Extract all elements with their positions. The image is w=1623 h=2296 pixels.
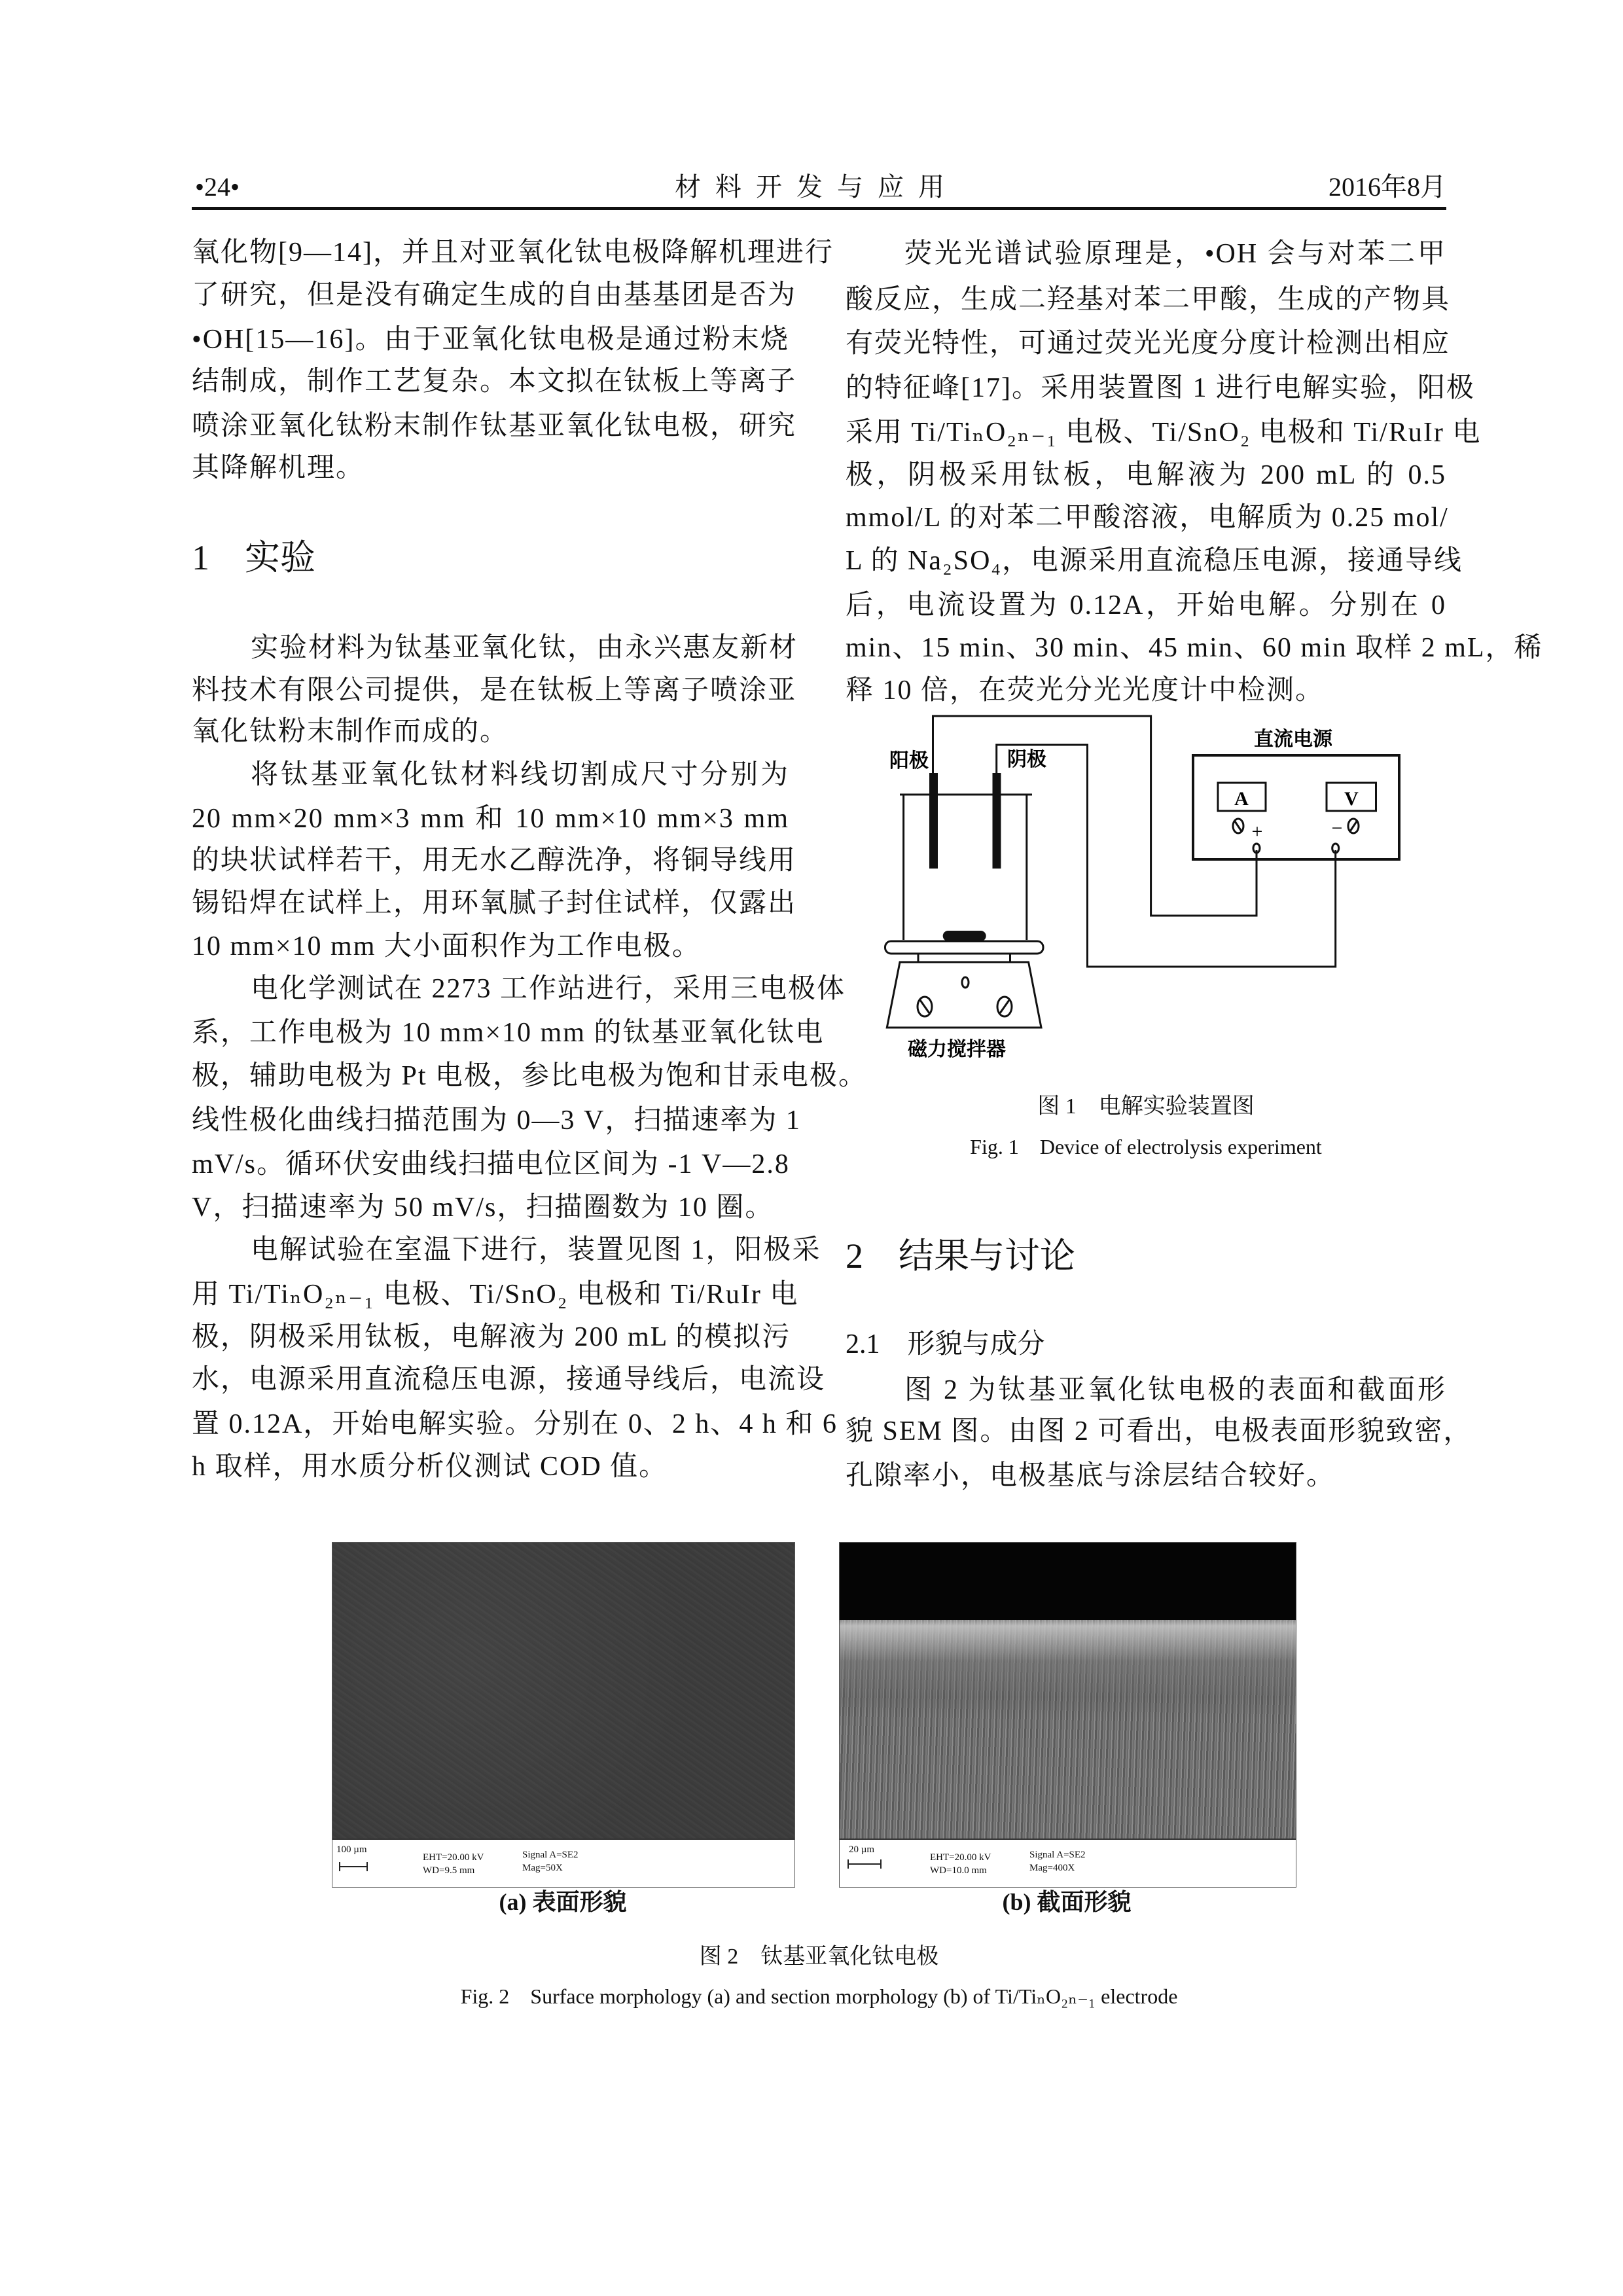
scale-bar (339, 1862, 368, 1871)
text-line: 实验材料为钛基亚氧化钛，由永兴惠友新材 (251, 633, 798, 663)
page-number: •24• (195, 172, 240, 202)
text-line: 用 Ti/TiₙO₂ₙ₋₁ 电极、Ti/SnO₂ 电极和 Ti/RuIr 电 (192, 1280, 799, 1310)
text-line: 了研究，但是没有确定生成的自由基基团是否为 (192, 280, 797, 310)
text-line: 置 0.12A，开始电解实验。分别在 0、2 h、4 h 和 6 (192, 1409, 838, 1439)
text-line: 荧光光谱试验原理是，•OH 会与对苯二甲 (904, 239, 1446, 269)
power-supply-label: 直流电源 (1254, 728, 1332, 750)
text-line: mV/s。循环伏安曲线扫描电位区间为 -1 V—2.8 (192, 1149, 790, 1179)
text-line: 的特征峰[17]。采用装置图 1 进行电解实验，阳极 (846, 373, 1475, 403)
stirrer-label: 磁力搅拌器 (908, 1039, 1006, 1060)
subsection-heading-2-1: 2.1 形貌与成分 (846, 1329, 1045, 1359)
section-heading-2: 2 结果与讨论 (846, 1236, 1075, 1276)
text-line: 后，电流设置为 0.12A，开始电解。分别在 0 (846, 590, 1446, 620)
power-supply-box (1193, 755, 1399, 859)
anode-wire (933, 716, 1257, 916)
voltmeter-label: V (1344, 788, 1359, 810)
text-line: 极，阴极采用钛板，电解液为 200 mL 的 0.5 (846, 460, 1446, 490)
minus-sign: − (1331, 817, 1343, 839)
text-line: 采用 Ti/TiₙO₂ₙ₋₁ 电极、Ti/SnO₂ 电极和 Ti/RuIr 电 (846, 418, 1482, 448)
text-line: 料技术有限公司提供，是在钛板上等离子喷涂亚 (192, 675, 797, 706)
stir-bar (943, 931, 986, 941)
cathode-electrode (993, 773, 1001, 869)
sem-image-surface (332, 1542, 795, 1888)
figure-1-caption-en: Fig. 1 Device of electrolysis experiment (970, 1135, 1322, 1158)
text-line: 极，辅助电极为 Pt 电极，参比电极为饱和甘汞电极。 (192, 1061, 868, 1091)
text-line: 锡铅焊在试样上，用环氧腻子封住试样，仅露出 (192, 888, 797, 918)
figure-2-caption-en: Fig. 2 Surface morphology (a) and section morphology (b) of Ti/TiₙO₂ₙ₋₁ electrode (460, 1984, 1178, 2008)
figure-2-caption-cn: 图 2 钛基亚氧化钛电极 (699, 1945, 939, 1969)
eht-label: EHT=20.00 kV (930, 1852, 991, 1863)
cathode-wire (997, 745, 1336, 967)
text-line: 结制成，制作工艺复杂。本文拟在钛板上等离子 (192, 367, 797, 397)
anode-electrode (929, 773, 938, 869)
sem-info-bar (332, 1839, 794, 1887)
text-line: 释 10 倍，在荧光分光光度计中检测。 (846, 675, 1325, 706)
cathode-label: 阴极 (1007, 749, 1046, 770)
text-line: 系，工作电极为 10 mm×10 mm 的钛基亚氧化钛电 (192, 1018, 825, 1048)
figure-1-caption-cn: 图 1 电解实验装置图 (1037, 1094, 1255, 1119)
text-line: mmol/L 的对苯二甲酸溶液，电解质为 0.25 mol/ (846, 503, 1449, 533)
anode-label: 阳极 (889, 750, 929, 772)
journal-title: 材 料 开 发 与 应 用 (675, 172, 948, 202)
text-line: 20 mm×20 mm×3 mm 和 10 mm×10 mm×3 mm (192, 804, 789, 834)
text-line: 电解试验在室温下进行，装置见图 1，阳极采 (251, 1235, 821, 1265)
text-line: 其降解机理。 (192, 453, 365, 483)
text-line: 将钛基亚氧化钛材料线切割成尺寸分别为 (251, 760, 789, 790)
text-line: 氧化物[9—14]，并且对亚氧化钛电极降解机理进行 (192, 238, 834, 268)
ammeter-label: A (1234, 788, 1249, 810)
scale-label: 20 µm (849, 1844, 875, 1855)
plus-sign: + (1251, 821, 1263, 842)
eht-label: EHT=20.00 kV (423, 1852, 484, 1863)
text-line: L 的 Na₂SO₄，电源采用直流稳压电源，接通导线 (846, 546, 1463, 576)
text-line: •OH[15—16]。由于亚氧化钛电极是通过粉末烧 (192, 325, 789, 355)
text-line: 喷涂亚氧化钛粉末制作钛基亚氧化钛电极，研究 (192, 411, 797, 441)
sem-surface-micrograph (332, 1543, 794, 1840)
text-line: 酸反应，生成二羟基对苯二甲酸，生成的产物具 (846, 285, 1451, 315)
wd-label: WD=9.5 mm (423, 1865, 475, 1876)
mag-label: Mag=50X (522, 1863, 563, 1873)
text-line: 有荧光特性，可通过荧光光度分度计检测出相应 (846, 329, 1451, 359)
knob-icon (962, 977, 969, 988)
text-line: 孔隙率小，电极基底与涂层结合较好。 (846, 1461, 1336, 1491)
section-heading-1: 1 实验 (192, 538, 315, 577)
wd-label: WD=10.0 mm (930, 1865, 987, 1876)
scale-label: 100 µm (336, 1844, 367, 1855)
text-line: 极，阴极采用钛板，电解液为 200 mL 的模拟污 (192, 1322, 791, 1352)
signal-label: Signal A=SE2 (522, 1850, 579, 1860)
sem-info-bar (840, 1839, 1296, 1887)
signal-label: Signal A=SE2 (1029, 1850, 1086, 1860)
text-line: 10 mm×10 mm 大小面积作为工作电极。 (192, 931, 701, 961)
text-line: 氧化钛粉末制作而成的。 (192, 717, 509, 747)
text-line: 的块状试样若干，用无水乙醇洗净，将铜导线用 (192, 846, 797, 876)
issue-date: 2016年8月 (1329, 172, 1446, 202)
sem-image-section (839, 1542, 1296, 1888)
text-line: 电化学测试在 2273 工作站进行，采用三电极体 (251, 974, 846, 1004)
stirrer-base (887, 962, 1041, 1028)
text-line: V，扫描速率为 50 mV/s，扫描圈数为 10 圈。 (192, 1193, 774, 1223)
text-line: 线性极化曲线扫描范围为 0—3 V，扫描速率为 1 (192, 1105, 801, 1136)
text-line: min、15 min、30 min、45 min、60 min 取样 2 mL，稀 (846, 633, 1543, 663)
text-line: 貌 SEM 图。由图 2 可看出，电极表面形貌致密， (846, 1416, 1472, 1446)
scale-bar (847, 1859, 882, 1869)
text-line: h 取样，用水质分析仪测试 COD 值。 (192, 1452, 668, 1482)
text-line: 水，电源采用直流稳压电源，接通导线后，电流设 (192, 1365, 826, 1395)
text-line: 图 2 为钛基亚氧化钛电极的表面和截面形 (904, 1375, 1446, 1405)
figure-2a-label: (a) 表面形貌 (499, 1889, 627, 1915)
stirrer-plate (885, 941, 1044, 954)
figure-2b-label: (b) 截面形貌 (1002, 1889, 1132, 1915)
sem-section-micrograph (840, 1543, 1296, 1840)
mag-label: Mag=400X (1029, 1863, 1075, 1873)
